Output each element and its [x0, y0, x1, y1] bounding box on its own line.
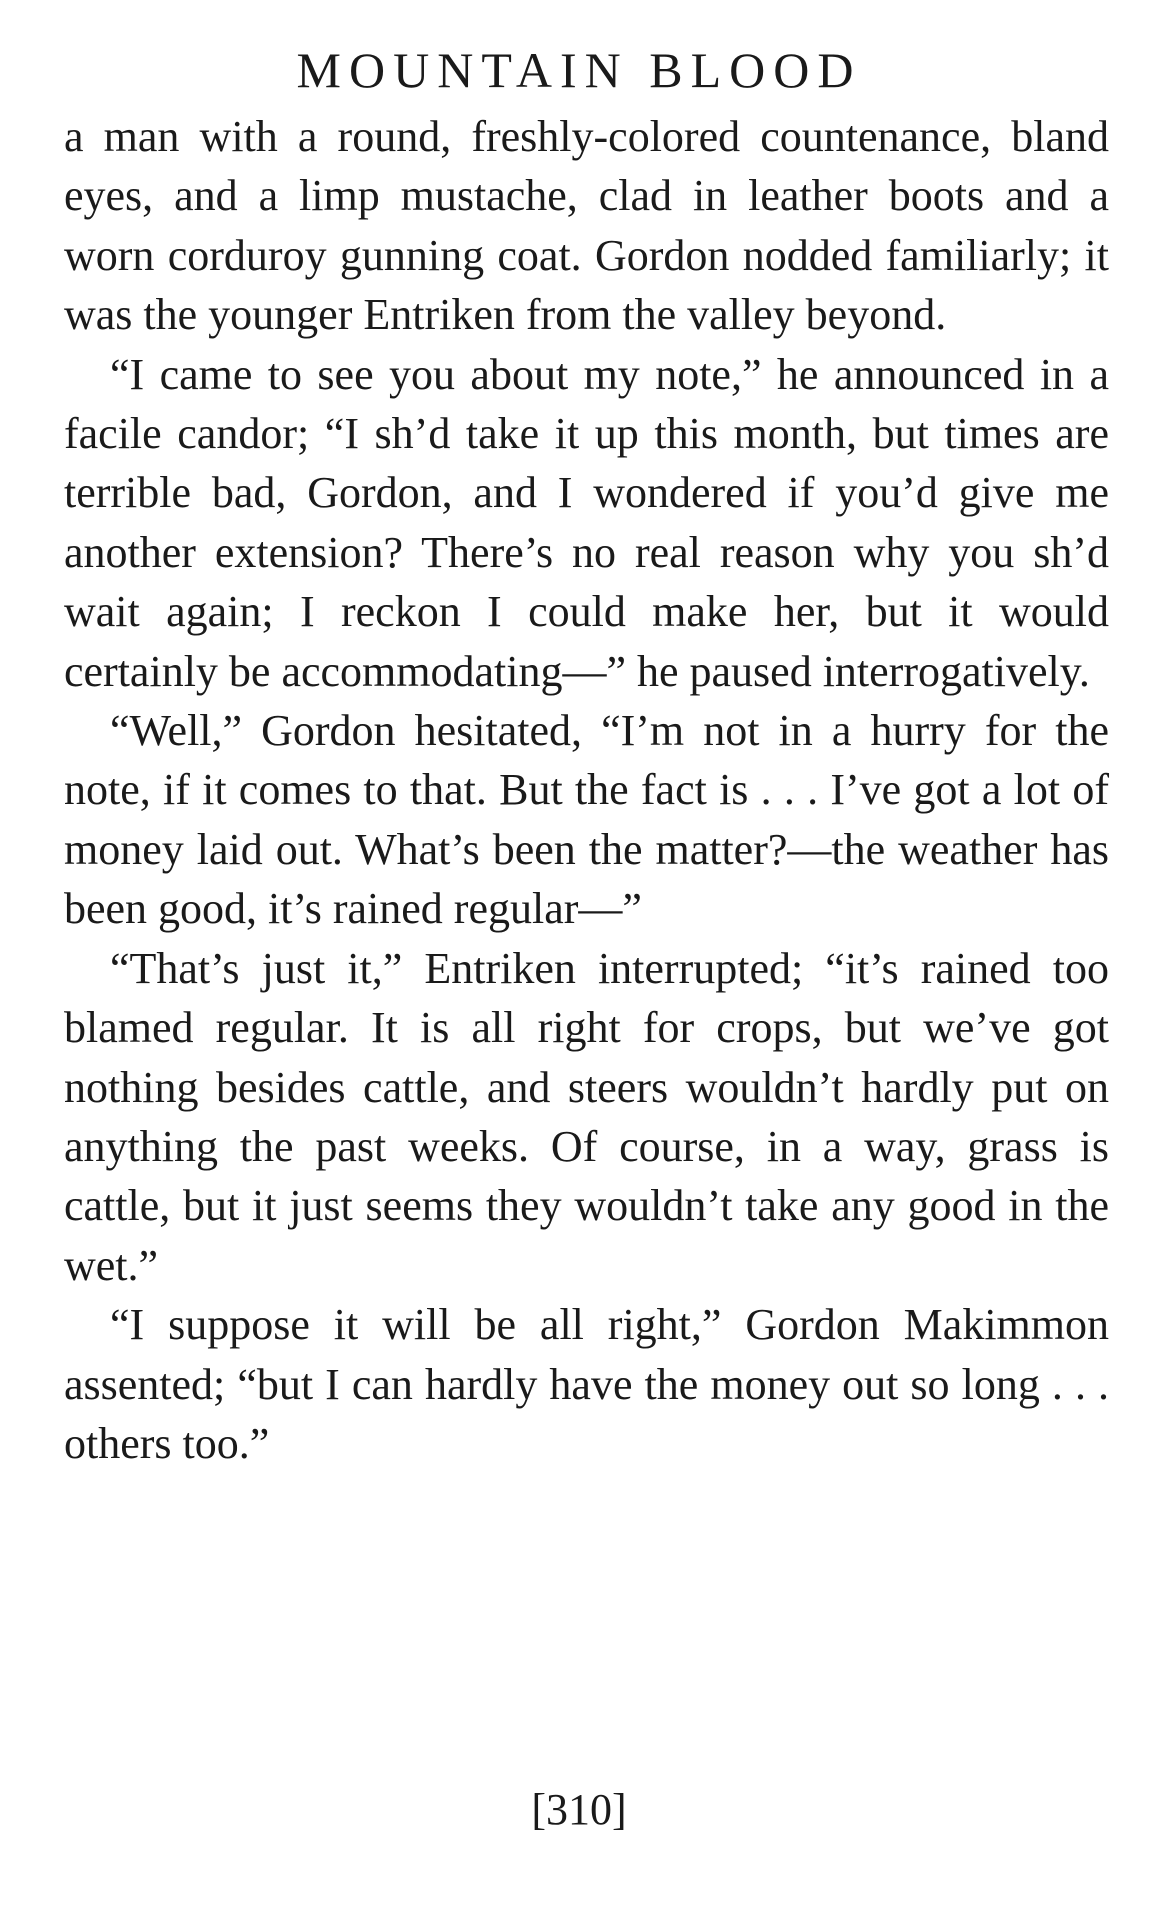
- paragraph-continued: a man with a round, freshly-colored countenance, bland eyes, and a limp mustache, clad in leather boots and a worn corduroy gunning coat. Gordon nodded familiarly; it was the younger Entriken from the valley beyond.: [64, 112, 1109, 340]
- body-text: [64, 107, 1109, 1473]
- paragraph: “I suppose it will be all right,” Gordon Makimmon assented; “but I can hardly have the money out so long . . . others too.”: [64, 1300, 1109, 1468]
- page-number: [310]: [531, 1785, 627, 1834]
- running-head: MOUNTAIN BLOOD: [296, 42, 862, 98]
- paragraph: “I came to see you about my note,” he announced in a facile candor; “I sh’d take it up this month, but times are terrible bad, Gordon, and I wondered if you’d give me another extension? There’s no real reason why you sh’d wait again; I reckon I could make her, but it would certainly be accommodating—” he paused interrogatively.: [64, 349, 1109, 696]
- paragraph: “Well,” Gordon hesitated, “I’m not in a hurry for the note, if it comes to that. But the fact is . . . I’ve got a lot of money laid out. What’s been the matter?—the weather has been good, it’s rained regular—”: [64, 706, 1109, 934]
- paragraph: “That’s just it,” Entriken interrupted; “it’s rained too blamed regular. It is all right for crops, but we’ve got nothing besides cattle, and steers wouldn’t hardly put on anything the past weeks. Of course, in a way, grass is cattle, but it just seems they wouldn’t take any good in the wet.”: [64, 943, 1109, 1290]
